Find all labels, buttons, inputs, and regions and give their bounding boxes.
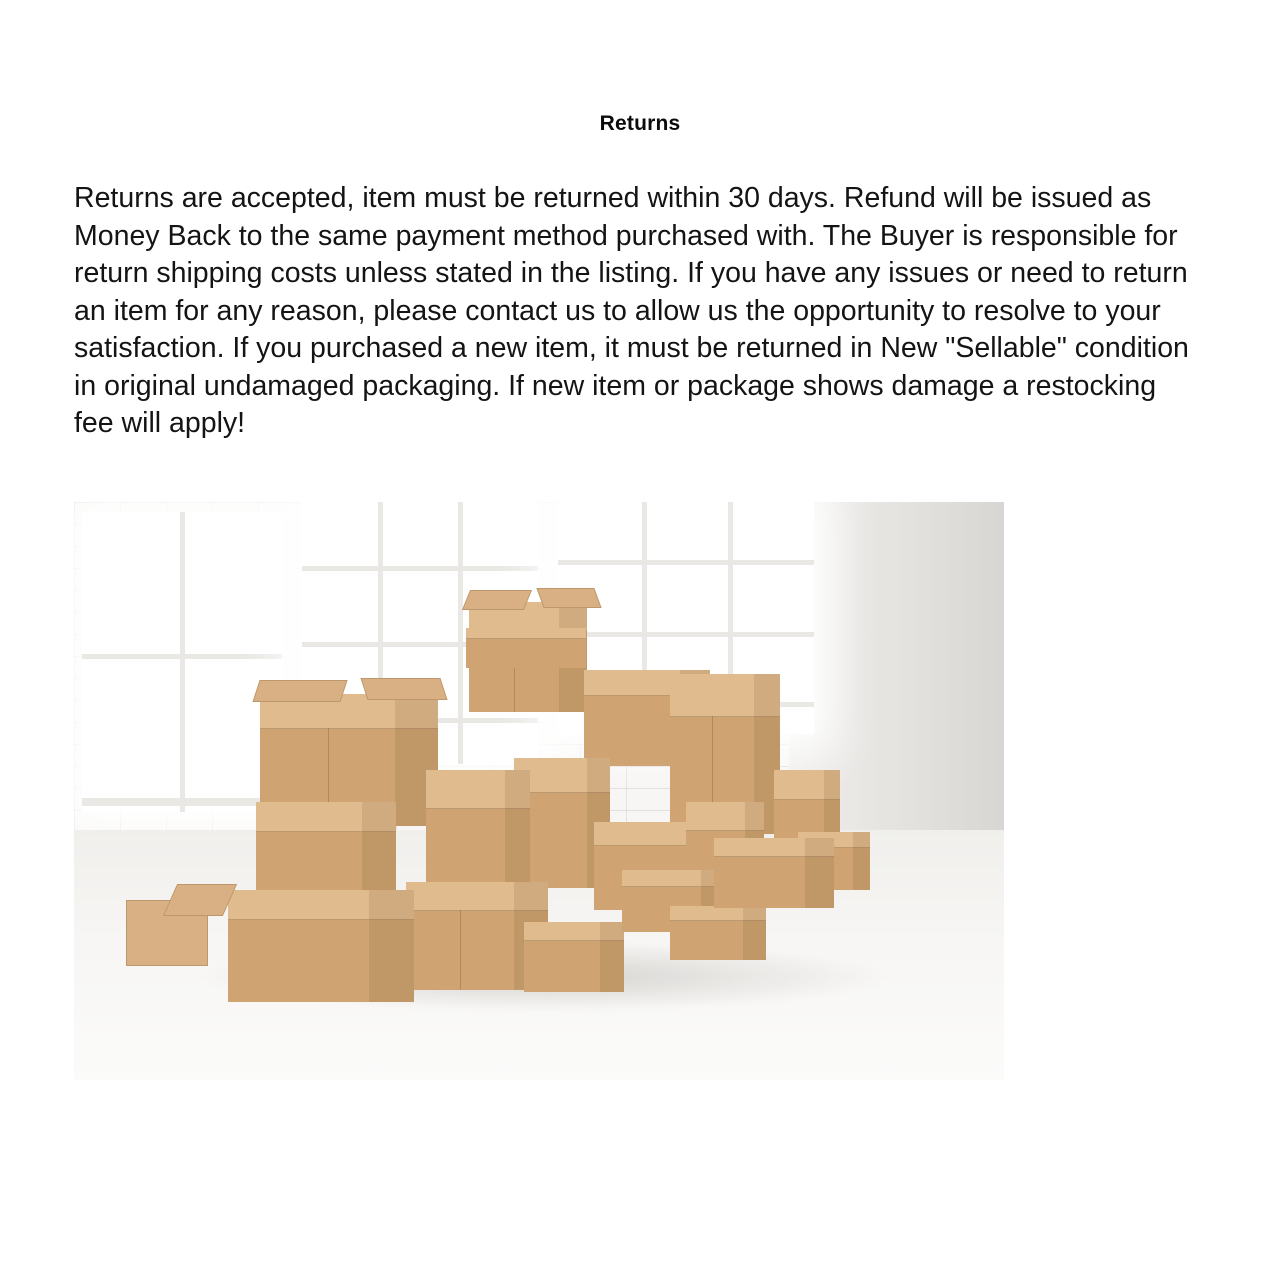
room-scene — [74, 502, 1004, 1080]
window-left — [82, 512, 282, 812]
box-flap — [360, 678, 447, 700]
box-stack-item — [714, 838, 834, 908]
box-stack-item — [524, 922, 624, 992]
box-stack-item — [228, 890, 414, 1002]
page-title: Returns — [599, 112, 681, 135]
box-stack-item — [466, 628, 586, 668]
returns-policy-text: Returns are accepted, item must be returned within 30 days. Refund will be issued as Money Back to the same payment method purchased with. The Buyer is responsible for return shipping costs unless stated in the listing. If you have any issues or need to return an item for any reason, please contact us to allow us the opportunity to resolve to your satisfaction. If you purchased a new item, it must be returned in New "Sellable" condition in original undamaged packaging. If new item or package shows damage a restocking fee will apply! — [74, 182, 1189, 439]
box-stack-item — [670, 906, 766, 960]
box-flap — [462, 590, 532, 610]
cardboard-boxes-photo — [74, 502, 1004, 1080]
box-flap — [536, 588, 601, 608]
box-flap — [252, 680, 347, 702]
